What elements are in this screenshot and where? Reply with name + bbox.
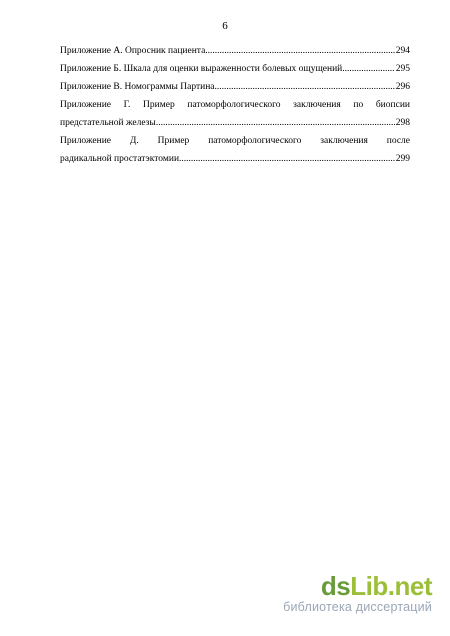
toc-leader-dots	[156, 114, 395, 132]
toc-entry-appendix-d	[60, 132, 410, 168]
toc-entry-title: Приложение А. Опросник пациента	[60, 46, 206, 56]
toc-entry-appendix-b	[60, 60, 410, 78]
toc-entry-appendix-g	[60, 96, 410, 132]
toc-leader-dots	[215, 78, 395, 96]
toc-entry-title-line2: радикальной простатэктомии	[60, 154, 180, 164]
toc-entry-title-line1: Приложение Д. Пример патоморфологического заключения после	[60, 136, 410, 146]
toc-entry-page: 295	[395, 64, 410, 74]
page-number: 6	[222, 20, 228, 32]
toc-entry-page: 296	[395, 82, 410, 92]
toc-entry-page: 299	[395, 154, 410, 164]
dslib-logo	[283, 573, 432, 599]
toc-entry-page: 294	[395, 46, 410, 56]
watermark-tagline: библиотека диссертаций	[283, 600, 432, 614]
dslib-watermark	[283, 573, 432, 614]
toc-entry-title: Приложение Б. Шкала для оценки выраженности болевых ощущений	[60, 64, 343, 74]
toc-entry-title-line2: предстательной железы	[60, 118, 156, 128]
logo-net: .net	[387, 571, 432, 601]
toc-entry-line2	[60, 114, 410, 132]
toc-entry-page: 298	[395, 118, 410, 128]
logo-lib: Lib	[350, 571, 388, 601]
toc-entry-appendix-a	[60, 42, 410, 60]
logo-ds: ds	[320, 571, 351, 601]
toc-entry-line2	[60, 150, 410, 168]
toc-entry-title-line1: Приложение Г. Пример патоморфологического заключения по биопсии	[60, 100, 410, 110]
toc-leader-dots	[205, 42, 394, 60]
toc-entry-title: Приложение В. Номограммы Партина	[60, 82, 215, 92]
toc-leader-dots	[342, 60, 394, 78]
toc-leader-dots	[179, 150, 395, 168]
table-of-contents	[60, 42, 410, 168]
toc-entry-appendix-v	[60, 78, 410, 96]
